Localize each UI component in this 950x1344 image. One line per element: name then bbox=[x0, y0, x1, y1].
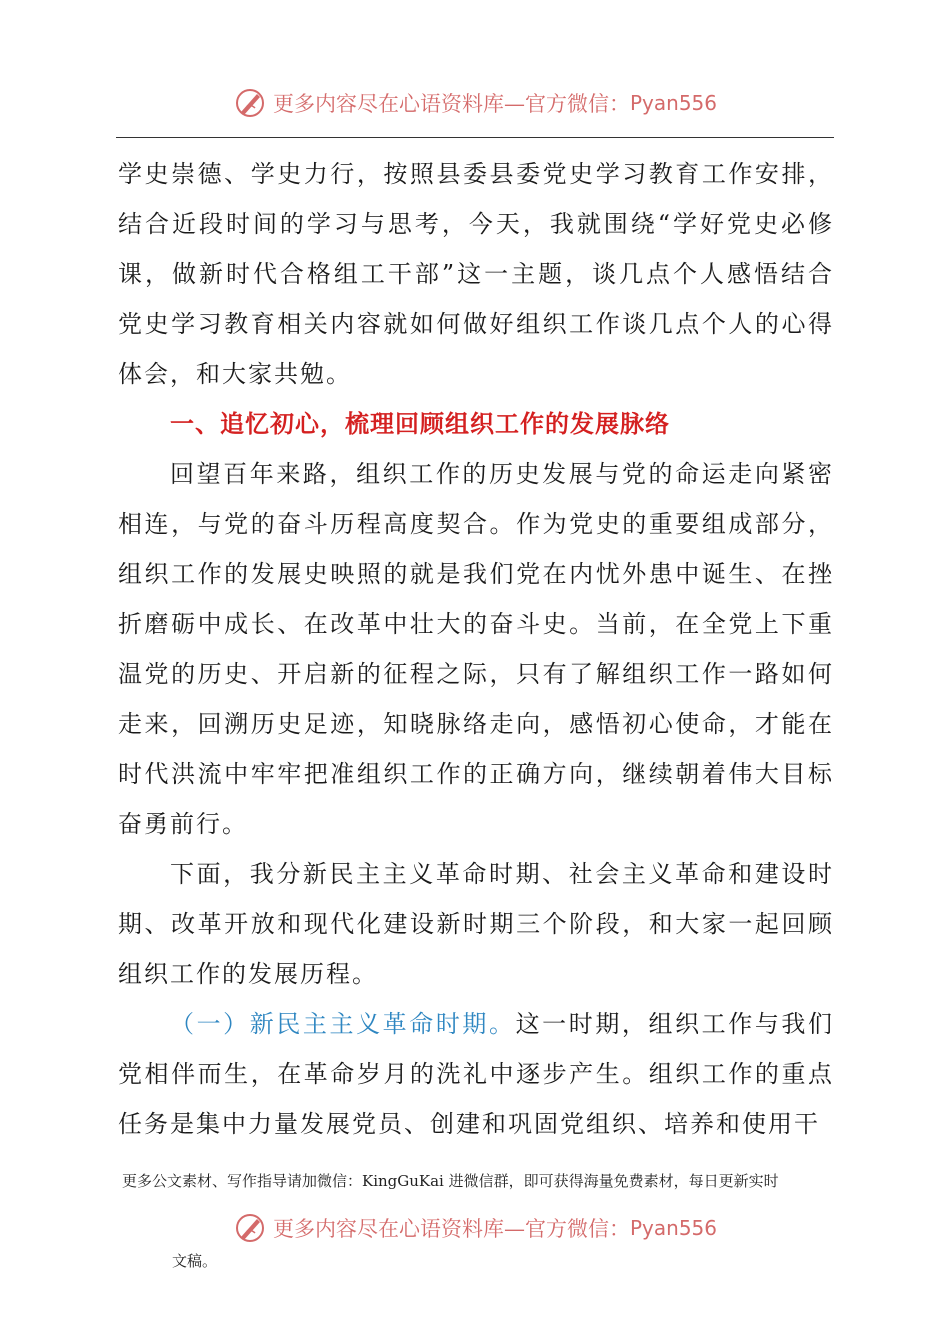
sub-heading-1: （一）新民主主义革命时期。 bbox=[170, 1010, 516, 1038]
footer-note: 更多公文素材、写作指导请加微信：KingGuKai 进微信群，即可获得海量免费素材，每日更新实时 bbox=[122, 1172, 779, 1190]
paragraph-new-democratic bbox=[118, 999, 834, 1149]
watermark-text: 更多内容尽在心语资料库—官方微信： bbox=[272, 1217, 630, 1241]
section-heading-1: 一、追忆初心，梳理回顾组织工作的发展脉络 bbox=[170, 410, 670, 438]
watermark-id: Pyan556 bbox=[629, 1216, 717, 1240]
paragraph-intro: 学史崇德、学史力行，按照县委县委党史学习教育工作安排，结合近段时间的学习与思考，今天，我就围绕“学好党史必修课，做新时代合格组工干部”这一主题，谈几点个人感悟结合党史学习教育相关内容就如何做好组织工作谈几点个人的心得体会，和大家共勉。 bbox=[118, 160, 834, 388]
writing-hand-logo-icon bbox=[233, 86, 267, 120]
watermark-text: 更多内容尽在心语资料库—官方微信： bbox=[272, 92, 630, 116]
paragraph-new-democratic-text: 这一时期，组织工作与我们党相伴而生，在革命岁月的洗礼中逐步产生。组织工作的重点任务是集中力量发展党员、创建和巩固党组织、培养和使用干 bbox=[118, 1010, 835, 1138]
watermark-header bbox=[0, 86, 950, 120]
watermark-footer bbox=[0, 1211, 950, 1245]
watermark-id: Pyan556 bbox=[629, 91, 717, 115]
paragraph-review: 回望百年来路，组织工作的历史发展与党的命运走向紧密相连，与党的奋斗历程高度契合。作为党史的重要组成部分，组织工作的发展史映照的就是我们党在内忧外患中诞生、在挫折磨砺中成长、在改革中壮大的奋斗史。当前，在全党上下重温党的历史、开启新的征程之际，只有了解组织工作一路如何走来，回溯历史足迹，知晓脉络走向，感悟初心使命，才能在时代洪流中牢牢把准组织工作的正确方向，继续朝着伟大目标奋勇前行。 bbox=[118, 460, 834, 838]
document-body bbox=[118, 149, 834, 1149]
writing-hand-logo-icon bbox=[233, 1211, 267, 1245]
paragraph-stages: 下面，我分新民主主义革命时期、社会主义革命和建设时期、改革开放和现代化建设新时期三个阶段，和大家一起回顾组织工作的发展历程。 bbox=[118, 860, 834, 988]
footer-note-tail: 文稿。 bbox=[172, 1252, 218, 1270]
header-divider bbox=[116, 137, 834, 138]
